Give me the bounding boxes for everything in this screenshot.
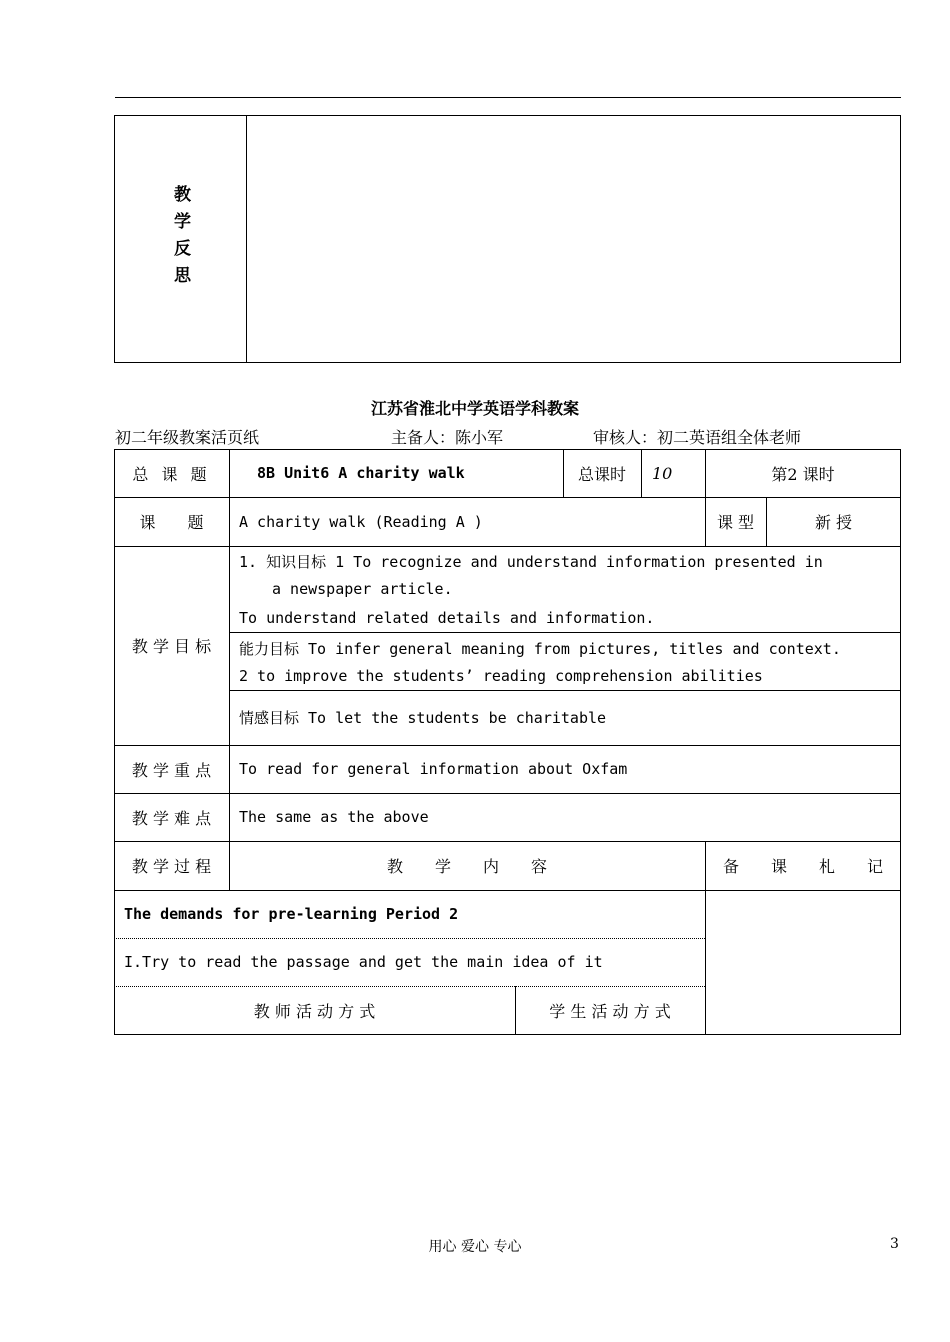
header-left: 初二年级教案活页纸 [115, 428, 260, 447]
page-number: 3 [890, 1236, 899, 1252]
teacher-activity-label: 教 师 活 动 方 式 [253, 1001, 376, 1021]
goals-label: 教 学 目 标 [131, 637, 212, 656]
goal-ability-line2: 2 to improve the students’ reading comprehension abilities [239, 667, 763, 685]
notes-label: 备 课 札 记 [722, 857, 883, 876]
header-reviewer: 审核人：初二英语组全体老师 [593, 428, 802, 447]
type-label: 课 型 [716, 513, 755, 532]
process-label: 教 学 过 程 [131, 857, 212, 876]
header-preparer: 主备人：陈小军 [391, 428, 504, 447]
goal-knowledge-line1: 1. 知识目标 1 To recognize and understand information presented in [239, 552, 823, 571]
top-rule [115, 97, 901, 98]
difficult-point-label: 教 学 难 点 [131, 808, 212, 828]
footer-motto: 用心 爱心 专心 [428, 1239, 522, 1255]
hours-value: 10 [652, 463, 673, 483]
period-label: 第2 课时 [771, 464, 835, 484]
key-point-value: To read for general information about Oxfam [239, 760, 628, 778]
goal-emotion: 情感目标 To let the students be charitable [239, 709, 607, 727]
lesson-value: A charity walk (Reading A ) [239, 512, 483, 531]
type-value: 新 授 [814, 513, 853, 532]
topic-label: 总 课 题 [132, 464, 211, 484]
content-label: 教 学 内 容 [386, 857, 547, 876]
topic-value: 8B Unit6 A charity walk [257, 464, 465, 482]
task-1: I.Try to read the passage and get the main idea of it [124, 953, 603, 971]
hours-label: 总课时 [577, 464, 626, 484]
document-title: 江苏省淮北中学英语学科教案 [370, 399, 579, 418]
lesson-plan-table [114, 449, 901, 1035]
lesson-label: 课 题 [139, 513, 204, 532]
student-activity-label: 学 生 活 动 方 式 [549, 1001, 671, 1021]
difficult-point-value: The same as the above [239, 808, 429, 826]
reflection-box [114, 115, 901, 363]
prelearning-title: The demands for pre-learning Period 2 [124, 905, 459, 923]
reflection-label-cell [115, 116, 247, 362]
key-point-label: 教 学 重 点 [131, 760, 212, 780]
goal-knowledge-line2: a newspaper article. [272, 580, 453, 598]
reflection-label: 教学反思 [170, 185, 190, 293]
goal-ability-line1: 能力目标 To infer general meaning from pictures, titles and context. [239, 639, 841, 658]
goal-knowledge-line3: To understand related details and information. [239, 609, 655, 627]
